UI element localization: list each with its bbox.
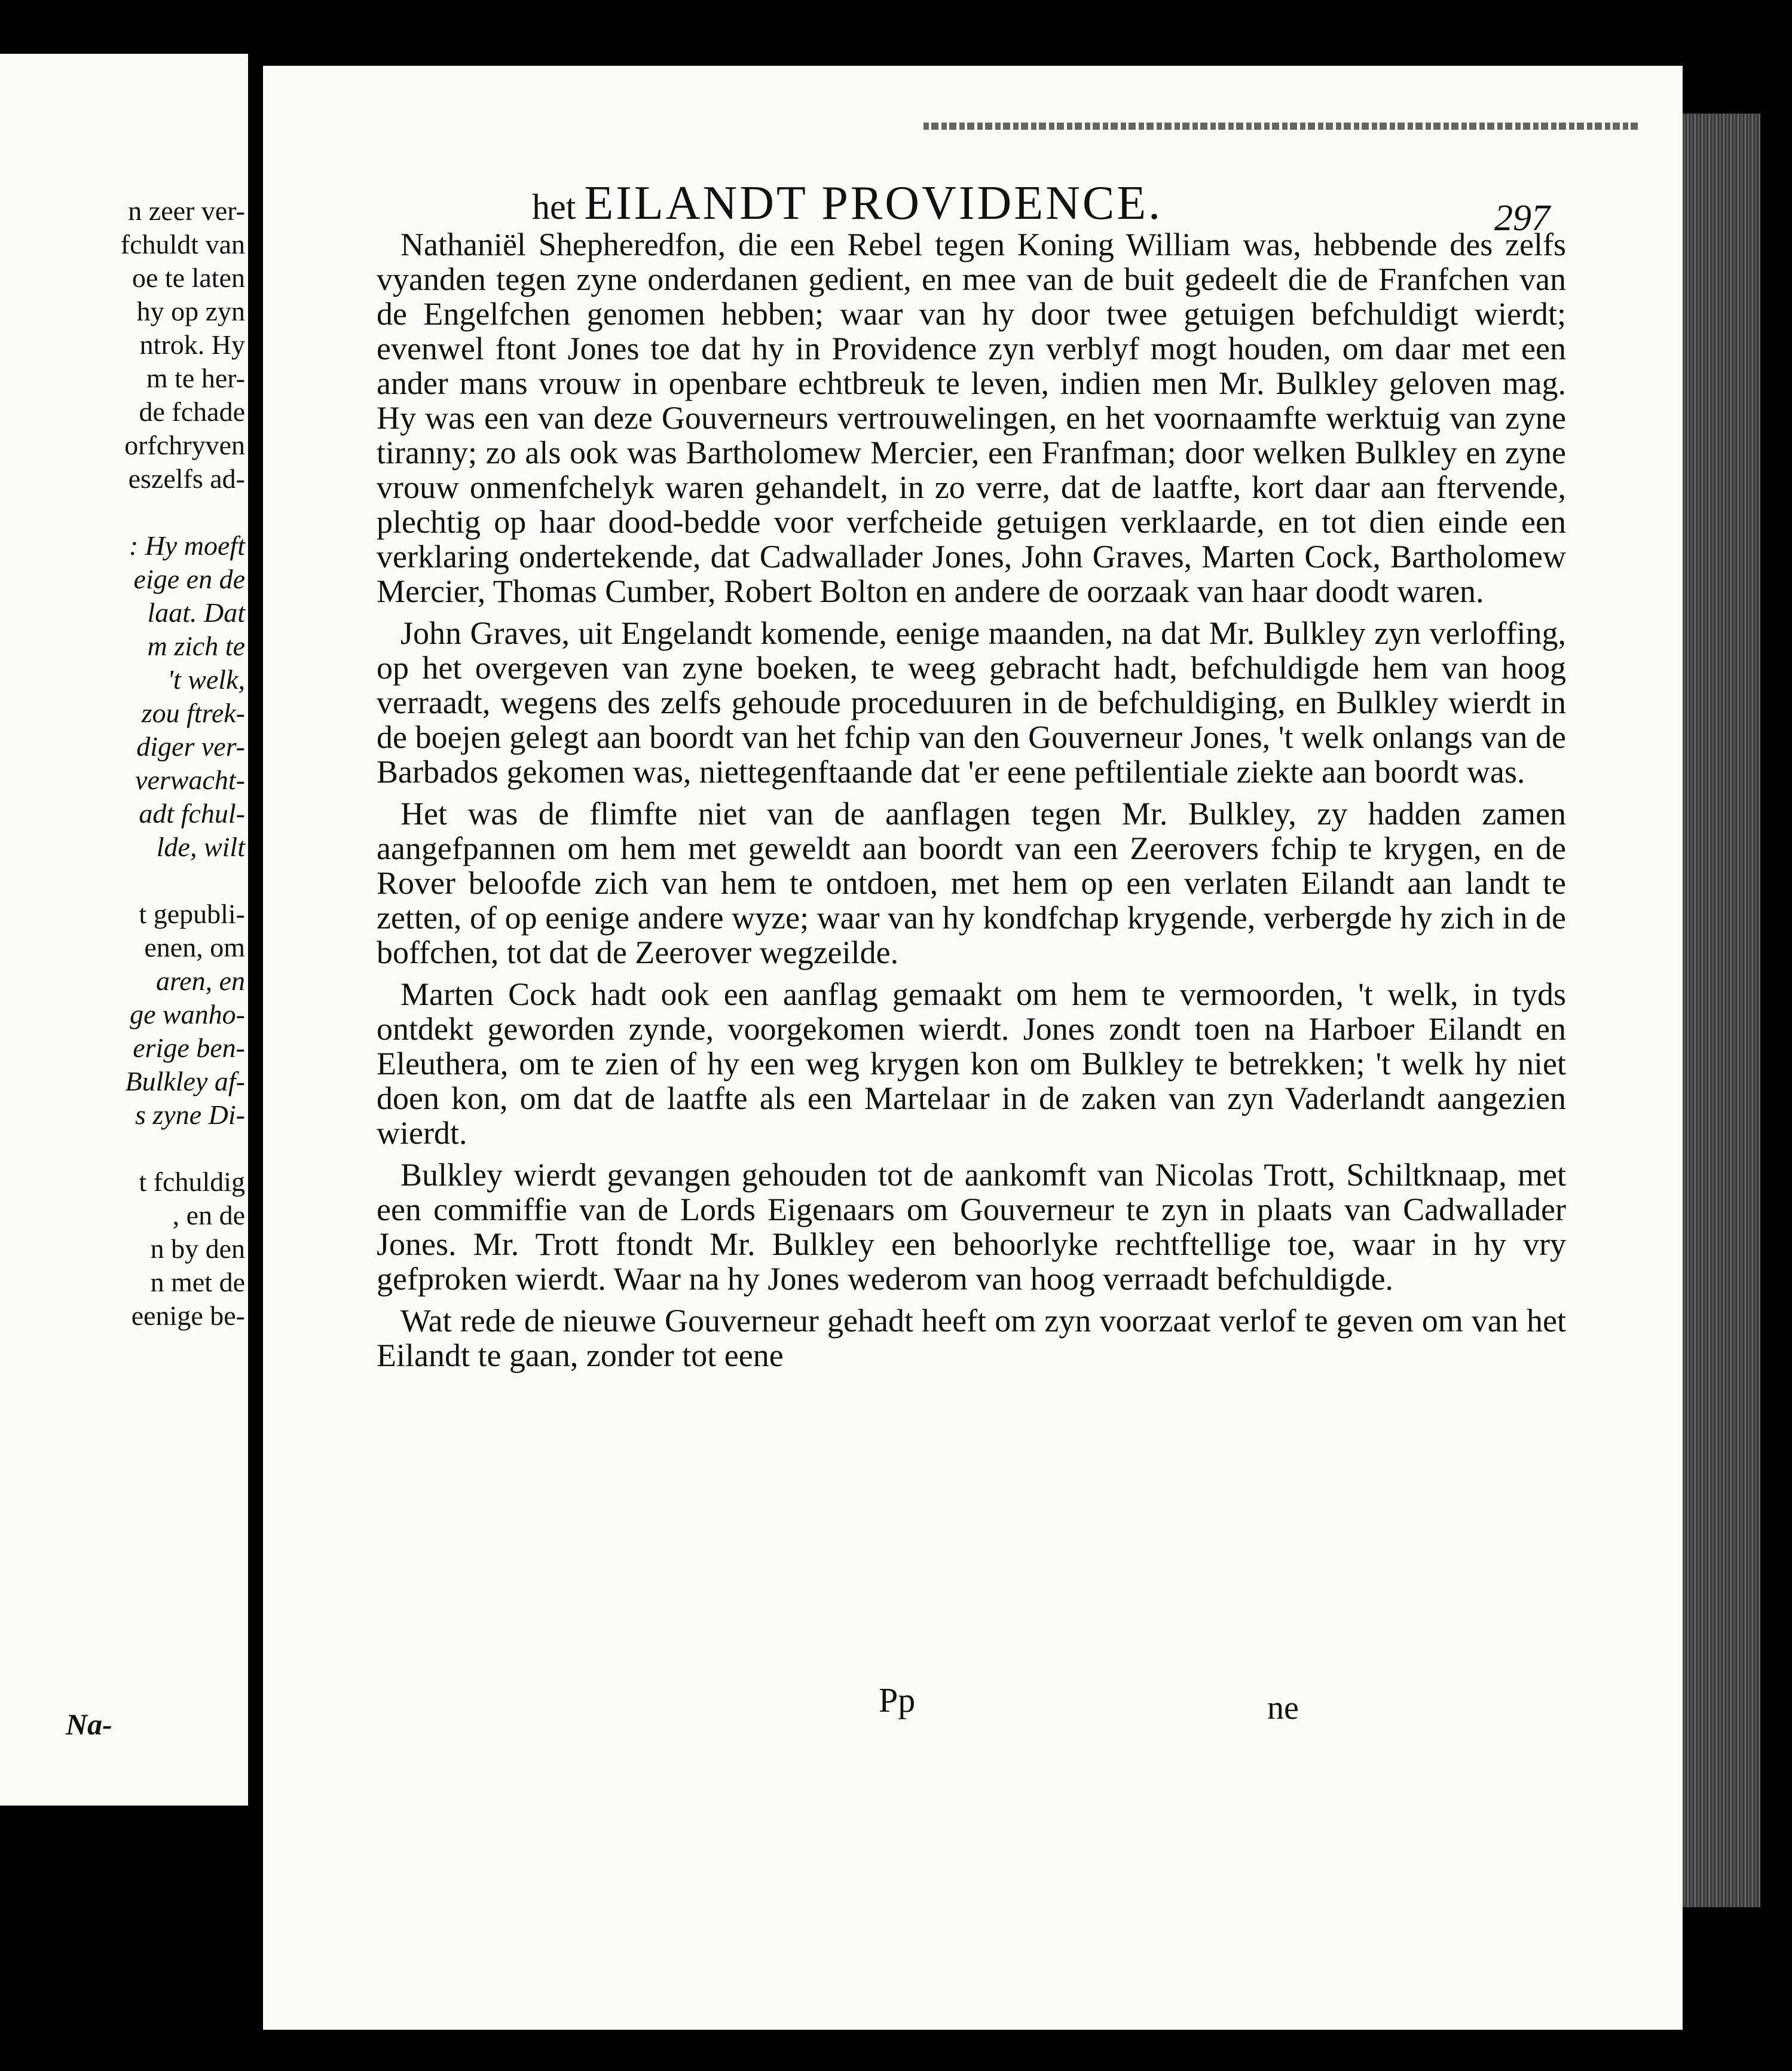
running-head-prefix: het xyxy=(532,187,576,227)
running-head-title: EILANDT PROVIDENCE. xyxy=(584,177,1163,230)
facing-page-line: m te her- xyxy=(146,363,245,393)
facing-page-line: lde, wilt xyxy=(156,832,245,862)
facing-page-line: t gepubli- xyxy=(139,899,245,929)
facing-page-line: eenige be- xyxy=(131,1300,245,1331)
paragraph-5: Bulkley wierdt gevangen gehouden tot de aankomft van Nicolas Trott, Schiltknaap, met een commiffie van de Lords Eigenaars om Gouverneur te zyn in plaats van Cadwallader Jones. Mr. Trott ftondt Mr. Bulkley een behoorlyke rechtftellige toe, waar in hy vry gefproken wierdt. Waar na hy Jones wederom van hoog verraadt befchuldigde. xyxy=(377,1157,1566,1297)
facing-page-line: n by den xyxy=(150,1233,245,1264)
facing-page-line xyxy=(0,1132,245,1165)
main-page xyxy=(263,66,1683,2030)
paragraph-1: Nathaniël Shepheredfon, die een Rebel tegen Koning William was, hebbende des zelfs vyanden tegen zyne onderdanen gedient, en mee van de buit gedeelt die de Franfchen van de Engelfchen genomen hebben; waar van hy door twee getuigen befchuldigt wierdt; evenwel ftont Jones toe dat hy in Providence zyn verblyf mogt houden, om daar met een ander mans vrouw in openbare echtbreuk te leven, indien men Mr. Bulkley geloven mag. Hy was een van deze Gouverneurs vertrouwelingen, en het voornaamfte werktuig van zyne tiranny; zo als ook was Bartholomew Mercier, een Franfman; door welken Bulkley en zyne vrouw onmenfchelyk waren gehandelt, in zo verre, dat de laatfte, kort daar aan ftervende, plechtig op haar dood-bedde voor verfcheide getuigen verklaarde, en tot dien einde een verklaring ondertekende, dat Cadwallader Jones, John Graves, Marten Cock, Bartholomew Mercier, Thomas Cumber, Robert Bolton en andere de oorzaak van haar doodt waren. xyxy=(377,227,1566,609)
facing-page-line: orfchryven xyxy=(124,430,245,460)
facing-page-line: erige ben- xyxy=(133,1033,245,1063)
paragraph-3: Het was de flimfte niet van de aanflagen tegen Mr. Bulkley, zy hadden zamen aangefpannen om hem met geweldt aan boordt van een Zeerovers fchip te krygen, en de Rover beloofde zich van hem te ontdoen, met hem op een verlaten Eilandt aan landt te zetten, of op eenige andere wyze; waar van hy kondfchap krygende, verbergde hy zich in de boffchen, tot dat de Zeerover wegzeilde. xyxy=(377,796,1566,970)
page-top-ornament xyxy=(921,123,1638,130)
facing-page-left xyxy=(0,54,248,1806)
facing-page-line: s zyne Di- xyxy=(135,1099,245,1130)
facing-page-line: , en de xyxy=(172,1200,245,1230)
facing-page-line: eszelfs ad- xyxy=(128,463,245,494)
facing-page-line: n met de xyxy=(150,1267,245,1297)
facing-page-line: oe te laten xyxy=(132,262,245,293)
facing-page-line: aren, en xyxy=(155,966,245,996)
facing-page-line: diger ver- xyxy=(136,731,245,762)
facing-page-line: de fchade xyxy=(139,396,245,427)
facing-page-line: zou ftrek- xyxy=(141,698,245,728)
facing-page-line: n zeer ver- xyxy=(128,196,245,226)
facing-page-line: : Hy moeft xyxy=(129,530,245,561)
facing-page-line: 't welk, xyxy=(167,664,245,695)
facing-page-line: eige en de xyxy=(133,564,245,594)
facing-page-catchword: Na- xyxy=(66,1707,112,1741)
facing-page-line xyxy=(0,496,245,529)
facing-page-line: hy op zyn xyxy=(136,296,245,326)
paragraph-2: John Graves, uit Engelandt komende, eenige maanden, na dat Mr. Bulkley zyn verloffing, op het overgeven van zyne boeken, te weeg gebracht hadt, befchuldigde hem van hoog verraadt, wegens des zelfs gehoude proceduuren in de befchuldiging, en Bulkley wierdt in de boejen gelegt aan boordt van het fchip van den Gouverneur Jones, 't welk onlangs van de Barbados gekomen was, niettegenftaande dat 'er eene peftilentiale ziekte aan boordt was. xyxy=(377,615,1566,790)
running-head xyxy=(532,176,1608,231)
facing-page-line: verwacht- xyxy=(135,765,245,795)
facing-page-line: ntrok. Hy xyxy=(139,329,245,360)
facing-page-line: fchuldt van xyxy=(120,229,245,259)
book-page-edges xyxy=(1683,114,1760,1907)
facing-page-line: adt fchul- xyxy=(139,798,245,829)
signature-mark: Pp xyxy=(879,1681,916,1719)
paragraph-4: Marten Cock hadt ook een aanflag gemaakt om hem te vermoorden, 't welk, in tyds ontdekt geworden zynde, voorgekomen wierdt. Jones zondt toen na Harboer Eilandt en Eleuthera, om te zien of hy een weg krygen kon om Bulkley te betrekken; 't welk hy niet doen kon, om dat de laatfte als een Martelaar in de zaken van zyn Vaderlandt aangezien wierdt. xyxy=(377,976,1566,1151)
facing-page-line: Bulkley af- xyxy=(125,1066,245,1096)
body-text xyxy=(377,227,1566,1380)
facing-page-text xyxy=(0,194,245,1333)
facing-page-line: ge wanho- xyxy=(130,999,245,1030)
facing-page-line: laat. Dat xyxy=(147,597,245,628)
facing-page-line: enen, om xyxy=(144,932,245,963)
page-number: 297 xyxy=(1494,198,1550,239)
facing-page-line: t fchuldig xyxy=(139,1166,245,1197)
catchword: ne xyxy=(1267,1690,1299,1727)
paragraph-6: Wat rede de nieuwe Gouverneur gehadt heeft om zyn voorzaat verlof te geven om van het Eilandt te gaan, zonder tot eene xyxy=(377,1303,1566,1373)
facing-page-line: m zich te xyxy=(147,631,245,661)
facing-page-line xyxy=(0,864,245,897)
